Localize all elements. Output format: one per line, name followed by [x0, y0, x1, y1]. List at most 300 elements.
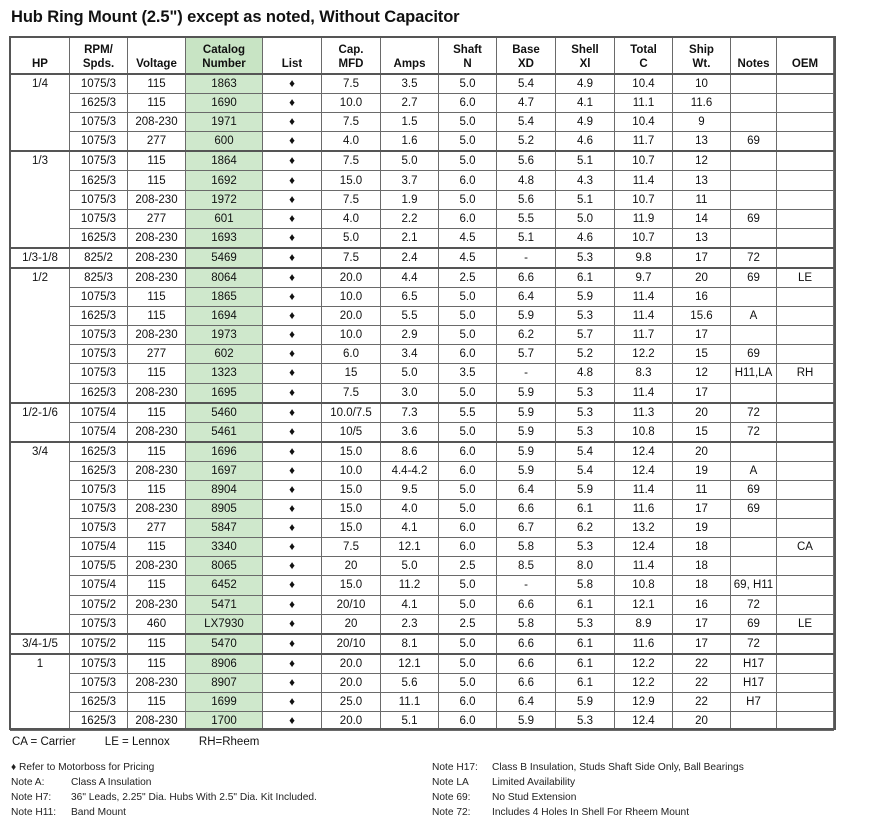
table-row — [11, 673, 834, 692]
ship-cell: 17 — [673, 634, 731, 654]
list-cell: ♦ — [263, 190, 322, 209]
shell-cell: 5.8 — [556, 576, 615, 595]
shell-cell: 5.2 — [556, 345, 615, 364]
table-row — [11, 288, 834, 307]
oem-cell — [777, 442, 834, 462]
ship-cell: 10 — [673, 74, 731, 94]
notes-cell — [731, 74, 777, 94]
table-row — [11, 248, 834, 268]
notes-cell: 69 — [731, 268, 777, 288]
base-cell: 8.5 — [497, 557, 556, 576]
shell-cell: 5.9 — [556, 288, 615, 307]
amps-cell: 2.9 — [381, 326, 439, 345]
notes-cell — [731, 442, 777, 462]
list-cell: ♦ — [263, 132, 322, 152]
ship-cell: 17 — [673, 248, 731, 268]
hp-cell: 3/4 — [11, 442, 70, 634]
header-cap-mfd-line: Cap. — [338, 44, 364, 56]
table-header-row — [11, 38, 834, 75]
base-cell: 5.6 — [497, 190, 556, 209]
oem-cell — [777, 248, 834, 268]
header-hp-line: HP — [32, 58, 48, 70]
amps-cell: 9.5 — [381, 480, 439, 499]
catalog-cell: 601 — [186, 209, 263, 228]
catalog-cell: 1864 — [186, 151, 263, 171]
hp-cell: 1/3-1/8 — [11, 248, 70, 268]
voltage-cell: 277 — [128, 345, 186, 364]
list-cell: ♦ — [263, 307, 322, 326]
amps-cell: 2.3 — [381, 614, 439, 634]
base-cell: 6.4 — [497, 288, 556, 307]
ship-cell: 15.6 — [673, 307, 731, 326]
shaft-cell: 2.5 — [439, 557, 497, 576]
oem-cell — [777, 673, 834, 692]
header-shaft-line: N — [463, 58, 472, 70]
voltage-cell: 208-230 — [128, 228, 186, 248]
base-cell: - — [497, 576, 556, 595]
header-shell-line: Xl — [579, 58, 591, 70]
catalog-cell: 1697 — [186, 461, 263, 480]
amps-cell: 2.4 — [381, 248, 439, 268]
rpm-cell: 1625/3 — [70, 693, 128, 712]
ship-cell: 20 — [673, 442, 731, 462]
oem-cell — [777, 634, 834, 654]
oem-cell: LE — [777, 268, 834, 288]
cap-cell: 20.0 — [322, 268, 381, 288]
total-cell: 10.7 — [615, 228, 673, 248]
shell-cell: 5.3 — [556, 538, 615, 557]
oem-cell — [777, 480, 834, 499]
base-cell: - — [497, 364, 556, 383]
amps-cell: 3.0 — [381, 383, 439, 403]
notes-cell: H11,LA — [731, 364, 777, 383]
catalog-cell: 8064 — [186, 268, 263, 288]
ship-cell: 17 — [673, 383, 731, 403]
catalog-cell: 8905 — [186, 500, 263, 519]
base-cell: 5.8 — [497, 538, 556, 557]
shell-cell: 6.1 — [556, 634, 615, 654]
notes-cell: A — [731, 307, 777, 326]
cap-cell: 10.0 — [322, 288, 381, 307]
amps-cell: 12.1 — [381, 538, 439, 557]
amps-cell: 1.5 — [381, 113, 439, 132]
rpm-cell: 1075/4 — [70, 422, 128, 442]
amps-cell: 8.1 — [381, 634, 439, 654]
total-cell: 12.4 — [615, 538, 673, 557]
voltage-cell: 115 — [128, 654, 186, 674]
amps-cell: 1.9 — [381, 190, 439, 209]
amps-cell: 2.7 — [381, 94, 439, 113]
ship-cell: 11 — [673, 190, 731, 209]
cap-cell: 15.0 — [322, 500, 381, 519]
amps-cell: 3.5 — [381, 74, 439, 94]
header-voltage-line: Voltage — [136, 58, 177, 70]
ship-cell: 15 — [673, 422, 731, 442]
oem-cell — [777, 500, 834, 519]
table-row — [11, 326, 834, 345]
notes-cell: 72 — [731, 634, 777, 654]
shell-cell: 8.0 — [556, 557, 615, 576]
hp-cell: 1/3 — [11, 151, 70, 247]
header-list-line: List — [281, 58, 303, 70]
header-catalog-number — [186, 38, 263, 75]
notes-cell — [731, 538, 777, 557]
note-row — [432, 760, 744, 775]
rpm-cell: 1075/4 — [70, 403, 128, 423]
total-cell: 11.7 — [615, 132, 673, 152]
catalog-cell: 1323 — [186, 364, 263, 383]
note-key: Note H7: — [11, 792, 52, 803]
oem-cell — [777, 190, 834, 209]
notes-cell: 69 — [731, 614, 777, 634]
catalog-cell: 1692 — [186, 171, 263, 190]
list-cell: ♦ — [263, 576, 322, 595]
table-row — [11, 654, 834, 674]
oem-cell: RH — [777, 364, 834, 383]
shell-cell: 5.9 — [556, 693, 615, 712]
base-cell: 6.2 — [497, 326, 556, 345]
amps-cell: 4.1 — [381, 519, 439, 538]
shell-cell: 4.6 — [556, 228, 615, 248]
catalog-cell: 5461 — [186, 422, 263, 442]
voltage-cell: 115 — [128, 307, 186, 326]
amps-cell: 4.1 — [381, 595, 439, 614]
catalog-cell: 1865 — [186, 288, 263, 307]
notes-cell: 69 — [731, 500, 777, 519]
catalog-cell: 8906 — [186, 654, 263, 674]
cap-cell: 10.0 — [322, 461, 381, 480]
amps-cell: 11.1 — [381, 693, 439, 712]
list-cell: ♦ — [263, 442, 322, 462]
base-cell: 6.6 — [497, 500, 556, 519]
ship-cell: 17 — [673, 614, 731, 634]
list-cell: ♦ — [263, 345, 322, 364]
ship-cell: 17 — [673, 326, 731, 345]
shell-cell: 5.3 — [556, 248, 615, 268]
notes-cell — [731, 288, 777, 307]
header-ship-weight — [673, 38, 731, 75]
voltage-cell: 208-230 — [128, 557, 186, 576]
oem-cell — [777, 171, 834, 190]
voltage-cell: 115 — [128, 74, 186, 94]
header-ship-weight-line: Wt. — [692, 58, 711, 70]
cap-cell: 7.5 — [322, 248, 381, 268]
rpm-cell: 1075/3 — [70, 673, 128, 692]
ship-cell: 18 — [673, 557, 731, 576]
ship-cell: 14 — [673, 209, 731, 228]
oem-cell — [777, 403, 834, 423]
notes-cell: 69 — [731, 209, 777, 228]
base-cell: 5.9 — [497, 422, 556, 442]
list-cell: ♦ — [263, 519, 322, 538]
base-cell: 5.9 — [497, 461, 556, 480]
note-text: Class A Insulation — [71, 777, 152, 788]
list-cell: ♦ — [263, 634, 322, 654]
rpm-cell: 1075/3 — [70, 190, 128, 209]
rpm-cell: 1075/4 — [70, 576, 128, 595]
shaft-cell: 5.0 — [439, 422, 497, 442]
table-row — [11, 614, 834, 634]
total-cell: 9.7 — [615, 268, 673, 288]
voltage-cell: 115 — [128, 171, 186, 190]
header-catalog-number-line: Number — [202, 58, 246, 70]
legend-carrier: CA = Carrier — [12, 736, 76, 748]
amps-cell: 3.4 — [381, 345, 439, 364]
base-cell: 6.6 — [497, 673, 556, 692]
shaft-cell: 2.5 — [439, 614, 497, 634]
voltage-cell: 208-230 — [128, 422, 186, 442]
hp-cell: 3/4-1/5 — [11, 634, 70, 654]
shell-cell: 5.9 — [556, 480, 615, 499]
rpm-cell: 1075/3 — [70, 654, 128, 674]
table-row — [11, 519, 834, 538]
oem-cell — [777, 113, 834, 132]
ship-cell: 13 — [673, 228, 731, 248]
table-row — [11, 132, 834, 152]
voltage-cell: 208-230 — [128, 268, 186, 288]
shaft-cell: 6.0 — [439, 461, 497, 480]
header-shell — [556, 38, 615, 75]
list-cell: ♦ — [263, 595, 322, 614]
cap-cell: 10.0 — [322, 326, 381, 345]
voltage-cell: 208-230 — [128, 383, 186, 403]
cap-cell: 20 — [322, 557, 381, 576]
table-row — [11, 442, 834, 462]
ship-cell: 20 — [673, 712, 731, 731]
cap-cell: 20/10 — [322, 634, 381, 654]
shell-cell: 6.1 — [556, 673, 615, 692]
shell-cell: 5.3 — [556, 712, 615, 731]
ship-cell: 13 — [673, 171, 731, 190]
notes-right-column — [432, 760, 744, 820]
shell-cell: 5.1 — [556, 151, 615, 171]
shaft-cell: 5.0 — [439, 383, 497, 403]
voltage-cell: 208-230 — [128, 500, 186, 519]
rpm-cell: 1075/3 — [70, 614, 128, 634]
oem-cell — [777, 422, 834, 442]
notes-cell — [731, 557, 777, 576]
total-cell: 10.8 — [615, 422, 673, 442]
shell-cell: 4.1 — [556, 94, 615, 113]
table-row — [11, 345, 834, 364]
cap-cell: 15.0 — [322, 480, 381, 499]
base-cell: 6.4 — [497, 693, 556, 712]
cap-cell: 20 — [322, 614, 381, 634]
cap-cell: 20/10 — [322, 595, 381, 614]
voltage-cell: 115 — [128, 94, 186, 113]
oem-cell — [777, 383, 834, 403]
total-cell: 8.3 — [615, 364, 673, 383]
amps-cell: 3.7 — [381, 171, 439, 190]
ship-cell: 11.6 — [673, 94, 731, 113]
legend-rheem: RH=Rheem — [198, 736, 260, 748]
base-cell: 5.1 — [497, 228, 556, 248]
rpm-cell: 1625/3 — [70, 94, 128, 113]
cap-cell: 15.0 — [322, 519, 381, 538]
header-cap-mfd — [322, 38, 381, 75]
rpm-cell: 1075/2 — [70, 595, 128, 614]
total-cell: 12.2 — [615, 345, 673, 364]
catalog-cell: 8904 — [186, 480, 263, 499]
catalog-cell: 1693 — [186, 228, 263, 248]
voltage-cell: 460 — [128, 614, 186, 634]
catalog-cell: 1695 — [186, 383, 263, 403]
header-voltage — [128, 38, 186, 75]
total-cell: 11.1 — [615, 94, 673, 113]
list-cell: ♦ — [263, 538, 322, 557]
shaft-cell: 5.0 — [439, 576, 497, 595]
note-row — [11, 790, 317, 805]
shell-cell: 5.4 — [556, 442, 615, 462]
table-row — [11, 171, 834, 190]
total-cell: 10.8 — [615, 576, 673, 595]
voltage-cell: 115 — [128, 538, 186, 557]
list-cell: ♦ — [263, 693, 322, 712]
note-row — [432, 775, 744, 790]
header-amps-line: Amps — [393, 58, 426, 70]
oem-cell — [777, 595, 834, 614]
amps-cell: 1.6 — [381, 132, 439, 152]
shell-cell: 6.2 — [556, 519, 615, 538]
base-cell: 6.7 — [497, 519, 556, 538]
amps-cell: 5.5 — [381, 307, 439, 326]
base-cell: 6.6 — [497, 634, 556, 654]
note-key: Note 69: — [432, 792, 471, 803]
rpm-cell: 1075/3 — [70, 500, 128, 519]
rpm-cell: 1075/3 — [70, 151, 128, 171]
voltage-cell: 115 — [128, 480, 186, 499]
rpm-cell: 1075/3 — [70, 326, 128, 345]
table-row — [11, 538, 834, 557]
base-cell: 5.4 — [497, 74, 556, 94]
total-cell: 12.2 — [615, 654, 673, 674]
list-cell: ♦ — [263, 268, 322, 288]
oem-cell — [777, 576, 834, 595]
header-shell-line: Shell — [571, 44, 599, 56]
shaft-cell: 3.5 — [439, 364, 497, 383]
total-cell: 11.6 — [615, 500, 673, 519]
rpm-cell: 1075/3 — [70, 480, 128, 499]
note-text: 36" Leads, 2.25" Dia. Hubs With 2.5" Dia. Kit Included. — [71, 792, 317, 803]
table-row — [11, 712, 834, 731]
table-body — [11, 74, 834, 731]
shaft-cell: 6.0 — [439, 171, 497, 190]
catalog-cell: 600 — [186, 132, 263, 152]
cap-cell: 20.0 — [322, 673, 381, 692]
note-text: Band Mount — [71, 807, 126, 818]
list-cell: ♦ — [263, 500, 322, 519]
notes-left-column — [11, 760, 317, 820]
ship-cell: 19 — [673, 461, 731, 480]
ship-cell: 12 — [673, 364, 731, 383]
list-cell: ♦ — [263, 461, 322, 480]
total-cell: 11.6 — [615, 634, 673, 654]
table-row — [11, 151, 834, 171]
shaft-cell: 5.0 — [439, 673, 497, 692]
shell-cell: 5.3 — [556, 614, 615, 634]
table-row — [11, 480, 834, 499]
rpm-cell: 1075/3 — [70, 519, 128, 538]
base-cell: 5.8 — [497, 614, 556, 634]
total-cell: 11.4 — [615, 480, 673, 499]
legend-lennox: LE = Lennox — [104, 736, 170, 748]
base-cell: 5.5 — [497, 209, 556, 228]
cap-cell: 7.5 — [322, 113, 381, 132]
base-cell: 5.9 — [497, 307, 556, 326]
oem-cell: LE — [777, 614, 834, 634]
list-cell: ♦ — [263, 557, 322, 576]
shaft-cell: 5.0 — [439, 326, 497, 345]
voltage-cell: 115 — [128, 288, 186, 307]
voltage-cell: 208-230 — [128, 461, 186, 480]
shaft-cell: 5.5 — [439, 403, 497, 423]
ship-cell: 11 — [673, 480, 731, 499]
shell-cell: 5.0 — [556, 209, 615, 228]
cap-cell: 4.0 — [322, 132, 381, 152]
rpm-cell: 1625/3 — [70, 171, 128, 190]
ship-cell: 13 — [673, 132, 731, 152]
total-cell: 12.4 — [615, 461, 673, 480]
shell-cell: 4.3 — [556, 171, 615, 190]
rpm-cell: 1075/3 — [70, 209, 128, 228]
notes-cell — [731, 326, 777, 345]
total-cell: 12.4 — [615, 712, 673, 731]
shaft-cell: 6.0 — [439, 519, 497, 538]
catalog-cell: 1973 — [186, 326, 263, 345]
cap-cell: 10.0/7.5 — [322, 403, 381, 423]
base-cell: 6.6 — [497, 595, 556, 614]
voltage-cell: 208-230 — [128, 326, 186, 345]
amps-cell: 4.4-4.2 — [381, 461, 439, 480]
table-row — [11, 307, 834, 326]
cap-cell: 20.0 — [322, 654, 381, 674]
catalog-cell: 8065 — [186, 557, 263, 576]
base-cell: 5.4 — [497, 113, 556, 132]
list-cell: ♦ — [263, 712, 322, 731]
shaft-cell: 4.5 — [439, 228, 497, 248]
rpm-cell: 1075/3 — [70, 74, 128, 94]
ship-cell: 19 — [673, 519, 731, 538]
table-row — [11, 693, 834, 712]
header-rpm-speeds — [70, 38, 128, 75]
voltage-cell: 115 — [128, 693, 186, 712]
cap-cell: 15.0 — [322, 171, 381, 190]
voltage-cell: 115 — [128, 634, 186, 654]
rpm-cell: 1625/3 — [70, 712, 128, 731]
table-row — [11, 634, 834, 654]
shell-cell: 5.3 — [556, 403, 615, 423]
list-cell: ♦ — [263, 288, 322, 307]
notes-cell — [731, 712, 777, 731]
header-base — [497, 38, 556, 75]
shell-cell: 4.6 — [556, 132, 615, 152]
oem-cell — [777, 712, 834, 731]
shaft-cell: 5.0 — [439, 132, 497, 152]
ship-cell: 22 — [673, 693, 731, 712]
ship-cell: 12 — [673, 151, 731, 171]
total-cell: 11.4 — [615, 383, 673, 403]
note-key: Note LA — [432, 777, 469, 788]
oem-legend — [12, 736, 285, 748]
list-cell: ♦ — [263, 74, 322, 94]
ship-cell: 9 — [673, 113, 731, 132]
amps-cell: 5.6 — [381, 673, 439, 692]
total-cell: 10.7 — [615, 190, 673, 209]
shaft-cell: 6.0 — [439, 442, 497, 462]
list-cell: ♦ — [263, 151, 322, 171]
catalog-cell: 5469 — [186, 248, 263, 268]
shell-cell: 6.1 — [556, 500, 615, 519]
